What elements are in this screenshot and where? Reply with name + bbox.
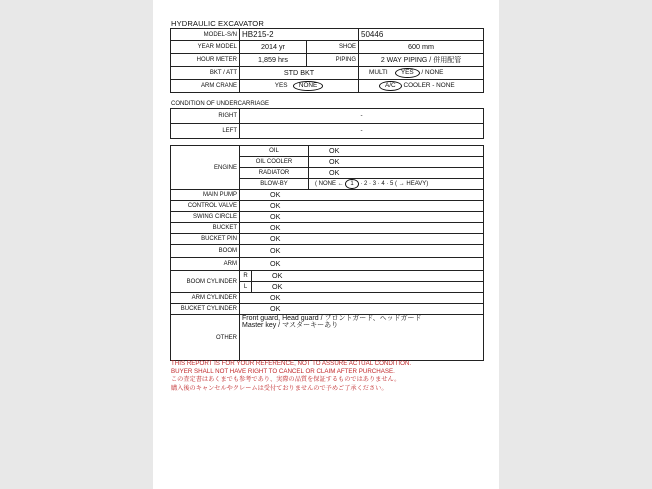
year-label: YEAR MODEL [171,41,240,54]
engine-oil-cooler-label: OIL COOLER [240,157,309,168]
disclaimer-line-1: THIS REPORT IS FOR YOUR REFERENCE, NOT TO ASSURE ACTUAL CONDITION. [171,360,412,367]
basic-info-table [170,28,484,93]
arm-cylinder-label: ARM CYLINDER [171,293,240,304]
year-row [171,41,484,54]
undercarriage-left-value: - [240,124,484,139]
multi-separator: / [421,69,424,76]
component-label: BUCKET PIN [171,234,240,245]
component-label: MAIN PUMP [171,190,240,201]
report-sheet [153,0,499,489]
other-notes [240,315,484,361]
engine-oil-cooler-value: OK [309,157,484,168]
boom-cylinder-label: BOOM CYLINDER [171,271,240,293]
ac-cell [359,80,484,93]
other-row [171,315,484,361]
year-value: 2014 yr [240,41,307,54]
component-label: ARM [171,258,240,271]
disclaimer-line-4: 購入後のキャンセルやクレームは受付ておりませんので予めご了承ください。 [171,384,388,392]
component-value: OK [240,245,484,258]
engine-oil-value: OK [309,146,484,157]
arm-crane-options [240,80,359,93]
shoe-value: 600 mm [359,41,484,54]
bkt-value: STD BKT [240,67,359,80]
bucket-cylinder-value: OK [240,304,484,315]
component-value: OK [240,258,484,271]
component-row [171,258,484,271]
component-row [171,223,484,234]
component-value: OK [240,212,484,223]
multi-label: MULTI [369,69,388,76]
boom-cylinder-r-row [171,271,484,282]
other-label: OTHER [171,315,240,361]
component-label: BOOM [171,245,240,258]
piping-label: PIPING [307,54,359,67]
component-label: SWING CIRCLE [171,212,240,223]
arm-crane-label: ARM CRANE [171,80,240,93]
hour-value: 1,859 hrs [240,54,307,67]
boom-cylinder-r-label: R [240,271,252,282]
model-label: MODEL-S/N [171,29,240,41]
component-value: OK [240,223,484,234]
component-label: BUCKET [171,223,240,234]
bkt-label: BKT / ATT [171,67,240,80]
component-value: OK [240,234,484,245]
engine-radiator-label: RADIATOR [240,168,309,179]
disclaimer-line-3: この査定書はあくまでも参考であり、実際の品質を保証するものではありません。 [171,376,401,384]
engine-oil-row [171,146,484,157]
component-row [171,245,484,258]
shoe-label: SHOE [307,41,359,54]
engine-radiator-value: OK [309,168,484,179]
piping-value: 2 WAY PIPING / 併用配管 [359,54,484,67]
component-value: OK [240,201,484,212]
undercarriage-right-label: RIGHT [171,109,240,124]
engine-label: ENGINE [171,146,240,190]
undercarriage-right-row [171,109,484,124]
arm-cylinder-row [171,293,484,304]
bkt-row [171,67,484,80]
serial-value: 50446 [359,29,484,41]
ac-rest: COOLER - NONE [403,82,455,89]
blowby-selected: 1 [345,179,358,189]
component-value: OK [240,190,484,201]
undercarriage-left-label: LEFT [171,124,240,139]
blowby-prefix: ( NONE ← [315,181,344,187]
undercarriage-right-value: - [240,109,484,124]
component-row [171,234,484,245]
ac-selected: A/C [379,81,402,91]
arm-cylinder-value: OK [240,293,484,304]
arm-crane-yes: YES [274,82,288,89]
bucket-cylinder-label: BUCKET CYLINDER [171,304,240,315]
engine-blowby-scale [309,179,484,190]
undercarriage-heading: CONDITION OF UNDERCARRIAGE [171,101,270,107]
boom-cylinder-l-label: L [240,282,252,293]
component-label: CONTROL VALVE [171,201,240,212]
multi-cell [359,67,484,80]
model-row [171,29,484,41]
disclaimer [171,360,411,393]
model-value: HB215-2 [240,29,359,41]
blowby-scale-rest: · 2 · 3 · 4 · 5 ( → HEAVY) [360,181,429,187]
multi-yes-selected: YES [395,68,420,78]
boom-cylinder-l-value: OK [252,282,484,293]
bucket-cylinder-row [171,304,484,315]
undercarriage-left-row [171,124,484,139]
other-note-1: Front guard, Head guard / フロントガード、ヘッドガード [242,315,422,322]
component-row [171,212,484,223]
hour-label: HOUR METER [171,54,240,67]
arm-crane-none-selected: NONE [293,81,323,91]
hour-row [171,54,484,67]
disclaimer-line-2: BUYER SHALL NOT HAVE RIGHT TO CANCEL OR CLAIM AFTER PURCHASE. [171,368,395,376]
engine-blowby-label: BLOW-BY [240,179,309,190]
component-row [171,201,484,212]
component-row [171,190,484,201]
arm-crane-row [171,80,484,93]
multi-none: NONE [424,69,444,76]
other-note-2: Master key / マスターキーあり [242,322,339,329]
report-title: HYDRAULIC EXCAVATOR [171,19,264,28]
engine-oil-label: OIL [240,146,309,157]
boom-cylinder-r-value: OK [252,271,484,282]
inspection-table [170,145,484,361]
undercarriage-table [170,108,484,139]
